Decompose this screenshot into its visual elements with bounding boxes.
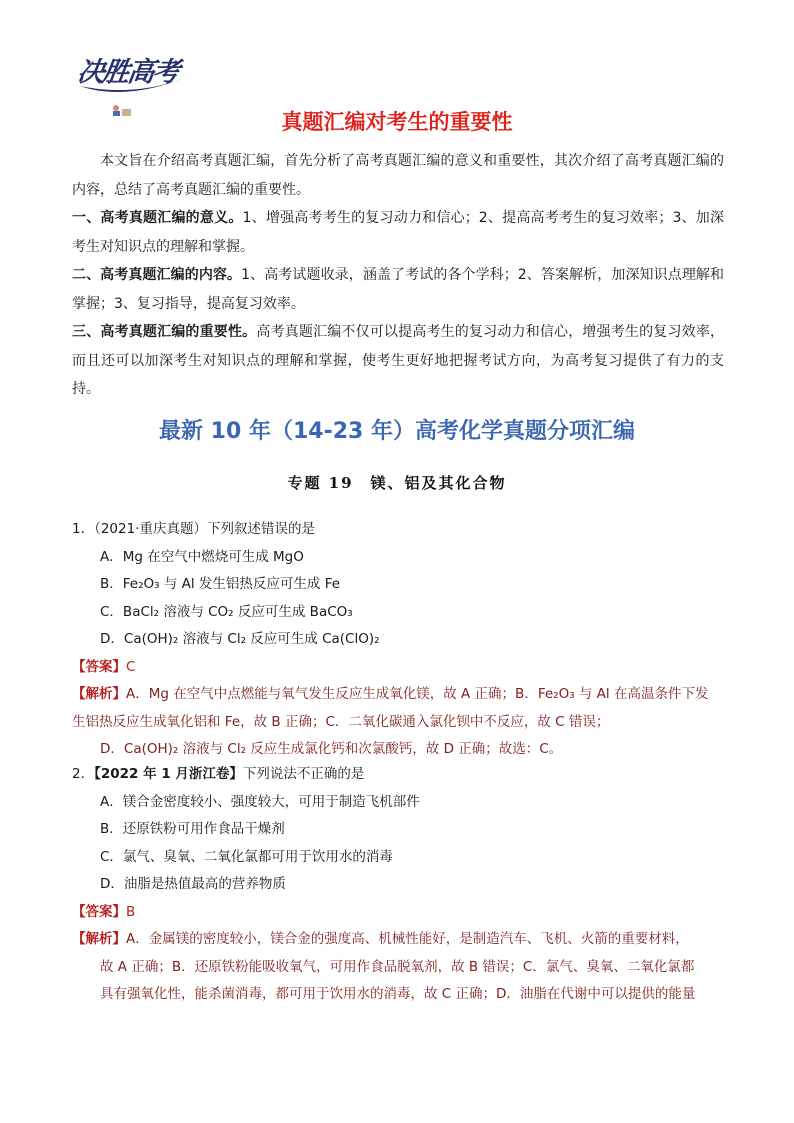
page-title: 真题汇编对考生的重要性: [281, 110, 513, 134]
question-text: 下列说法不正确的是: [242, 766, 365, 782]
analysis-line: 生铝热反应生成氧化铝和 Fe，故 B 正确；C．二氧化碳通入氯化钡中不反应，故 C 错误；: [72, 713, 610, 730]
analysis-line: 具有强氧化性，能杀菌消毒，都可用于饮用水的消毒，故 C 正确；D．油脂在代谢中可以提供的能量: [100, 986, 696, 1002]
analysis-label: 【解析】: [72, 931, 126, 947]
section-heading: 一、高考真题汇编的意义。: [72, 210, 243, 226]
analysis-line: 故 A 正确；B．还原铁粉能吸收氧气，可用作食品脱氧剂，故 B 错误；C．氯气、臭氧、二氧化氯都: [100, 958, 695, 975]
section-importance: [72, 318, 724, 404]
section-body: 1、高考试题收录，涵盖了考试的各个学科；2、答案解析，加深知识点理解和掌握；3、复习指导，提高复习效率。: [72, 267, 725, 312]
section-heading: 三、高考真题汇编的重要性。: [72, 324, 257, 340]
analysis-line: A．Mg 在空气中点燃能与氧气发生反应生成氧化镁，故 A 正确；B．Fe₂O₃ 与 Al 在高温条件下发: [126, 686, 709, 702]
answer-label: 【答案】: [72, 903, 126, 920]
section-body: 1、增强高考考生的复习动力和信心；2、提高高考考生的复习效率；3、加深考生对知识点的理解和掌握。: [72, 210, 724, 255]
option-b: B．还原铁粉可用作食品干燥剂: [100, 821, 285, 837]
question-stem: [72, 516, 732, 544]
collection-title: 最新 10 年（14-23 年）高考化学真题分项汇编: [159, 419, 635, 444]
topic-title: 专题 19 镁、铝及其化合物: [287, 474, 507, 492]
question-number: 1．: [72, 521, 95, 537]
option-c: C．BaCl₂ 溶液与 CO₂ 反应可生成 BaCO₃: [100, 603, 353, 620]
option-b: B．Fe₂O₃ 与 Al 发生铝热反应可生成 Fe: [100, 576, 341, 592]
analysis-line: A．金属镁的密度较小，镁合金的强度高、机械性能好，是制造汽车、飞机、火箭的重要材料，: [126, 931, 689, 947]
question-source: （2021·重庆真题）: [94, 521, 207, 537]
logo-text: 决胜高考: [75, 57, 180, 88]
question-source: 【2022 年 1 月浙江卷】: [94, 766, 243, 782]
option-d: D．Ca(OH)₂ 溶液与 Cl₂ 反应可生成 Ca(ClO)₂: [100, 631, 380, 647]
answer-label: 【答案】: [72, 658, 126, 675]
section-heading: 二、高考真题汇编的内容。: [72, 267, 242, 283]
logo-swoosh-icon: [78, 72, 190, 98]
question-2: [72, 761, 732, 1009]
option-a: A．Mg 在空气中燃烧可生成 MgO: [100, 548, 304, 565]
question-stem: [72, 761, 732, 789]
analysis-line: D．Ca(OH)₂ 溶液与 Cl₂ 反应生成氯化钙和次氯酸钙，故 D 正确；故选：C。: [100, 741, 563, 757]
question-text: 下列叙述错误的是: [207, 521, 315, 537]
analysis-label: 【解析】: [72, 686, 126, 702]
analysis: [72, 681, 732, 764]
intro-paragraph: 本文旨在介绍高考真题汇编，首先分析了高考真题汇编的意义和重要性，其次介绍了高考真题汇编的内容，总结了高考真题汇编的重要性。: [72, 153, 724, 198]
section-content: [72, 261, 724, 318]
section-meaning: [72, 204, 724, 261]
option-d: D．油脂是热值最高的营养物质: [100, 876, 286, 892]
analysis: [72, 926, 732, 1009]
answer-value: C: [126, 658, 136, 675]
answer: [72, 654, 732, 682]
option-c: C．氯气、臭氧、二氧化氯都可用于饮用水的消毒: [100, 848, 393, 865]
question-number: 2．: [72, 766, 95, 782]
question-1: [72, 516, 732, 764]
answer: [72, 899, 732, 927]
section-body: 高考真题汇编不仅可以提高考生的复习动力和信心，增强考生的复习效率，而且还可以加深考生对知识点的理解和掌握，使考生更好地把握考试方向，为高考复习提供了有力的支持。: [72, 324, 724, 397]
option-a: A．镁合金密度较小、强度较大，可用于制造飞机部件: [100, 793, 420, 810]
answer-value: B: [126, 903, 136, 920]
